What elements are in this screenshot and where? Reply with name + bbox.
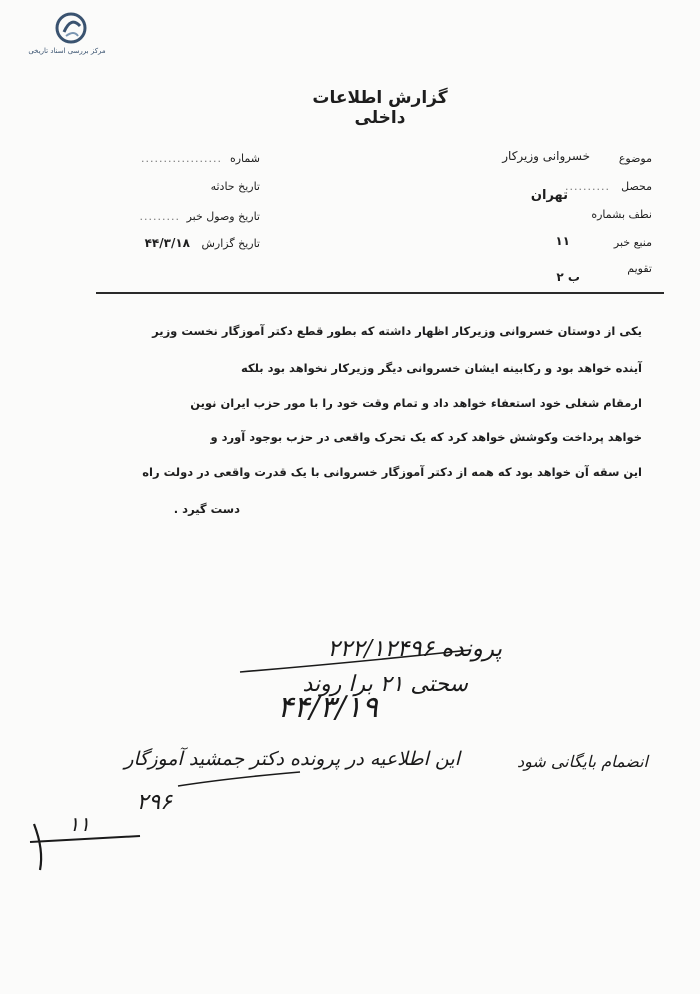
handwritten-note: این اطلاعیه در پرونده دکتر جمشید آموزگار xyxy=(124,748,460,770)
document-title: گزارش اطلاعات داخلی xyxy=(312,88,448,128)
source-no-value: ۱۱ xyxy=(555,234,570,248)
body-line: دست گیرد . xyxy=(173,502,240,516)
event-date-label: تاریخ حادثه xyxy=(210,180,260,193)
handwritten-number: ۱۱ xyxy=(68,812,90,836)
body-line: خواهد پرداخت وکوشش خواهد کرد که یک تحرک واقعی در حزب بوجود آورد و xyxy=(210,430,642,444)
subject-value: خسروانی وزیرکار xyxy=(502,149,590,163)
body-line: آینده خواهد بود و رکابینه ایشان خسروانی دیگر وزیرکار نخواهد بود بلکه xyxy=(240,361,642,375)
place-value: تهران xyxy=(530,188,568,203)
subject-label: موضوع xyxy=(618,152,652,165)
received-date-dots: ......... xyxy=(139,210,180,223)
handwritten-annotation: سحتی ۲۱ برا روند xyxy=(302,672,468,697)
body-line: این سقه آن خواهد بود که همه از دکتر آموزگار خسروانی با یک قدرت واقعی در دولت راه xyxy=(142,465,642,479)
handwritten-note-end: انضمام بایگانی شود xyxy=(516,752,648,771)
place-dots: .......... xyxy=(565,180,610,193)
received-date-label: تاریخ وصول خبر xyxy=(186,210,260,223)
source-label: نطف بشماره xyxy=(591,208,652,221)
report-date-value: ۴۴/۳/۱۸ xyxy=(144,236,190,250)
body-line: ارمقام شغلی خود استعفاء خواهد داد و تمام وقت خود را با مور حزب ایران نوین xyxy=(190,396,642,410)
handwritten-file-ref: پرونده ۲۲۲/۱۲۴۹۶ xyxy=(327,636,502,662)
logo-caption: مرکز بررسی اسناد تاریخی xyxy=(28,47,106,55)
number-dots: .................. xyxy=(141,152,222,165)
source-no-label: منبع خبر xyxy=(613,236,652,249)
evaluation-value: ب ۲ xyxy=(556,270,580,284)
place-label: محصل xyxy=(621,180,652,193)
handwritten-date: ۴۴/۳/۱۹ xyxy=(277,690,378,725)
evaluation-label: تقویم xyxy=(627,262,652,275)
report-date-label: تاریخ گزارش xyxy=(201,237,260,250)
body-line: یکی از دوستان خسروانی وزیرکار اظهار داشته که بطور قطع دکتر آموزگار نخست وزیر xyxy=(152,324,642,338)
number-label: شماره xyxy=(229,152,260,165)
handwritten-number: ۲۹۶ xyxy=(136,790,172,815)
